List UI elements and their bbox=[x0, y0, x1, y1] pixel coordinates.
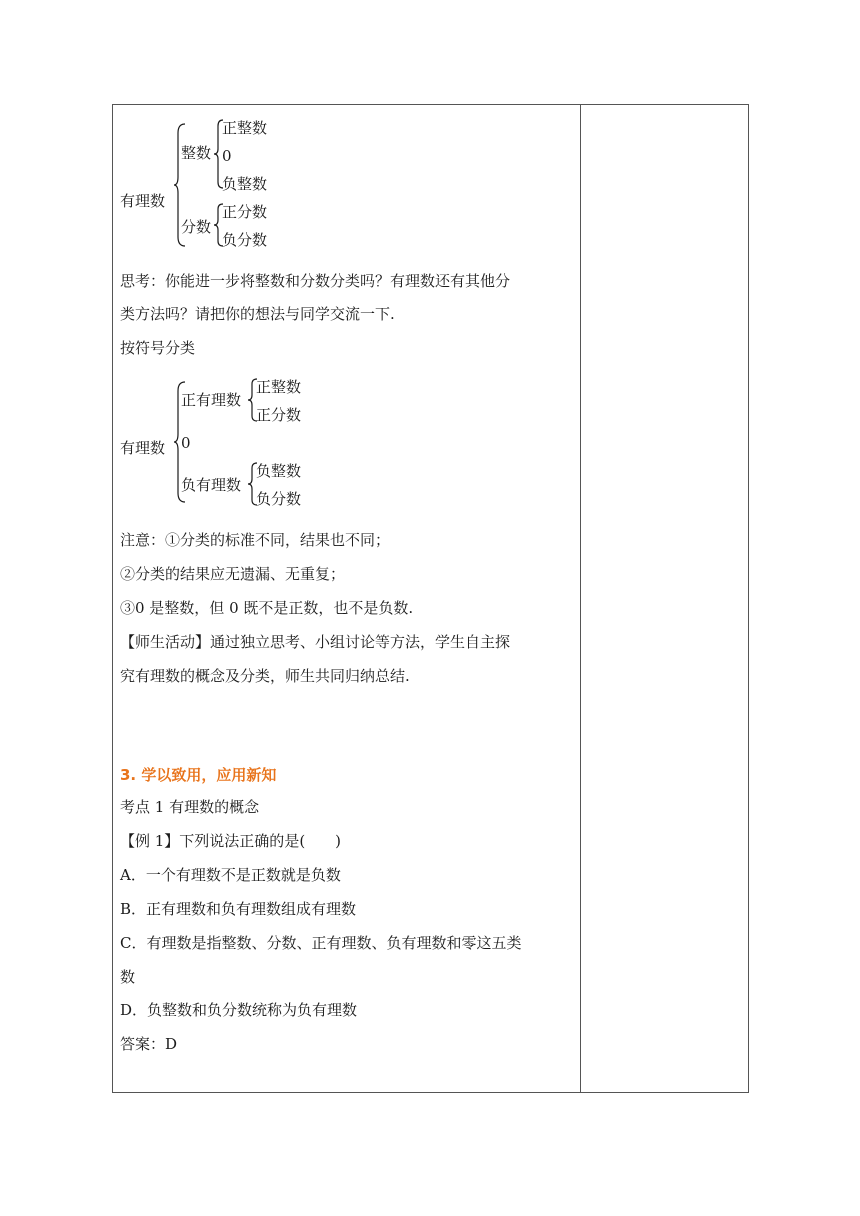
lesson-table bbox=[112, 104, 749, 1093]
tree1-positive-integer: 正整数 bbox=[222, 119, 268, 137]
tree1-integer: 整数 bbox=[181, 144, 212, 162]
kaodian-label: 考点 1 有理数的概念 bbox=[120, 798, 260, 816]
tree2-negative-rational: 负有理数 bbox=[181, 476, 242, 494]
note-line-1: 注意：①分类的标准不同，结果也不同； bbox=[120, 531, 391, 549]
note-line-2: ②分类的结果应无遗漏、无重复； bbox=[120, 565, 346, 583]
tree2-negative-fraction: 负分数 bbox=[256, 490, 302, 508]
think-line-2: 类方法吗？请把你的想法与同学交流一下. bbox=[120, 305, 395, 323]
tree2-negative-integer: 负整数 bbox=[256, 462, 302, 480]
tree2-positive-fraction: 正分数 bbox=[256, 406, 302, 424]
option-a: A．一个有理数不是正数就是负数 bbox=[120, 866, 341, 884]
tree1-root: 有理数 bbox=[120, 192, 166, 210]
option-d: D．负整数和负分数统称为负有理数 bbox=[120, 1001, 358, 1019]
section-3-heading: 3. 学以致用，应用新知 bbox=[120, 766, 277, 784]
note-line-3: ③0 是整数，但 0 既不是正数，也不是负数. bbox=[120, 599, 414, 617]
tree1-fraction: 分数 bbox=[181, 218, 212, 236]
option-c-line-2: 数 bbox=[120, 968, 136, 986]
tree1-positive-fraction: 正分数 bbox=[222, 203, 268, 221]
think-line-1: 思考：你能进一步将整数和分数分类吗？有理数还有其他分 bbox=[120, 272, 511, 290]
tree2-root: 有理数 bbox=[120, 439, 166, 457]
option-c-line-1: C．有理数是指整数、分数、正有理数、负有理数和零这五类 bbox=[120, 934, 522, 952]
tree2-positive-rational: 正有理数 bbox=[181, 391, 242, 409]
option-b: B．正有理数和负有理数组成有理数 bbox=[120, 900, 357, 918]
notes-cell bbox=[581, 105, 749, 1092]
tree2-positive-integer: 正整数 bbox=[256, 378, 302, 396]
activity-line-1: 【师生活动】通过独立思考、小组讨论等方法，学生自主探 bbox=[120, 633, 511, 651]
tree1-negative-fraction: 负分数 bbox=[222, 231, 268, 249]
answer: 答案：D bbox=[120, 1035, 178, 1053]
classify-by-sign-label: 按符号分类 bbox=[120, 339, 196, 357]
tree2-zero: 0 bbox=[181, 434, 191, 452]
example-1-question: 【例 1】下列说法正确的是( ) bbox=[120, 832, 342, 850]
activity-line-2: 究有理数的概念及分类，师生共同归纳总结. bbox=[120, 667, 410, 685]
tree1-zero: 0 bbox=[222, 147, 232, 165]
tree1-negative-integer: 负整数 bbox=[222, 175, 268, 193]
